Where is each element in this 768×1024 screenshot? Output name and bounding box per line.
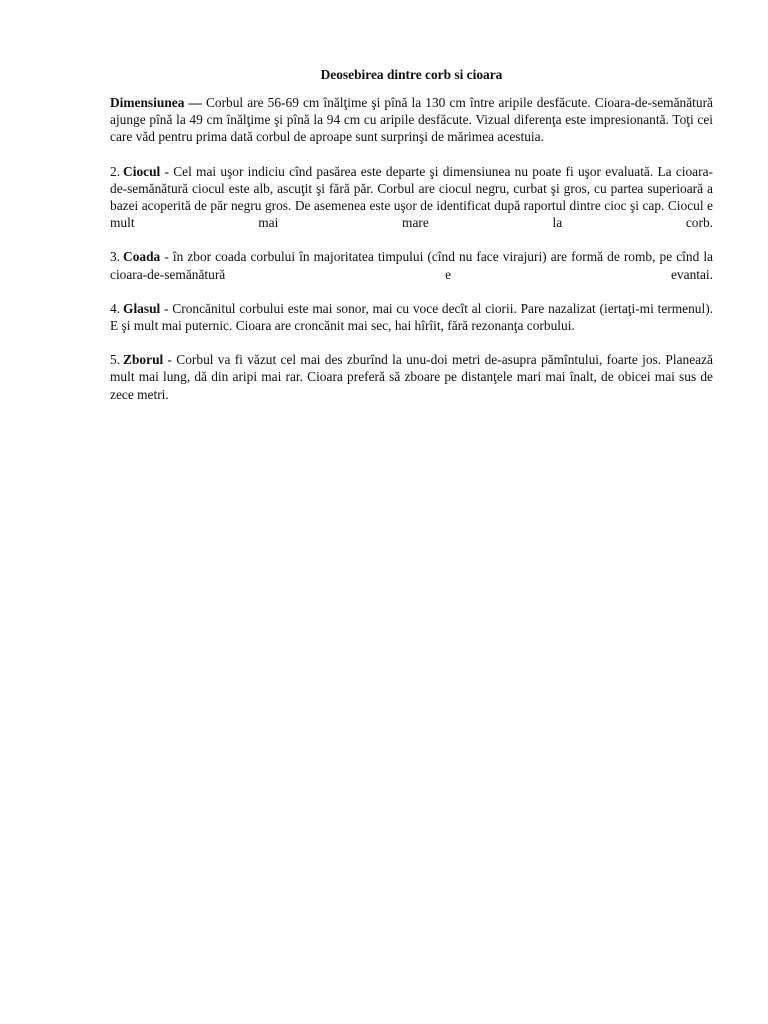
document-title: Deosebirea dintre corb si cioara — [320, 67, 503, 82]
section-term: Ciocul — [123, 163, 161, 179]
section-text: - Cel mai uşor indiciu cînd pasărea este departe şi dimensiunea nu poate fi uşor evaluată. La cioara-de-semănătură ciocul este alb, ascuţit şi fără păr. Corbul are ciocul negru, curbat şi gros, cu partea superioară a bazei acoperită de păr negru gros. De asemenea este uşor de identificat după raportul dintre cioc şi cap. Ciocul e mult mai mare la corb. — [110, 163, 713, 231]
section-number: 2. — [110, 163, 121, 179]
section-number: 3. — [110, 249, 121, 265]
section-text: - Croncănitul corbului este mai sonor, mai cu voce decît al ciorii. Pare nazalizat (iertaţi-mi termenul). E şi mult mai puternic. Cioara are croncănit mai sec, hai hîrîit, fără rezonanţa corbului. — [110, 300, 713, 334]
section-term: Dimensiunea — — [110, 95, 202, 110]
section-text: - în zbor coada corbului în majoritatea timpului (cînd nu face virajuri) are formă de romb, pe cînd la cioara-de-semănătură e evantai. — [110, 249, 713, 282]
section-term: Glasul — [123, 300, 161, 316]
section-dimensiunea — [110, 94, 713, 146]
section-number: 4. — [110, 300, 121, 316]
section-glasul — [110, 300, 713, 334]
section-coada — [110, 248, 713, 282]
section-ciocul — [110, 163, 713, 232]
document-page — [110, 66, 713, 420]
section-text: - Corbul va fi văzut cel mai des zburînd la unu-doi metri de-asupra pămîntului, foarte jos. Planează mult mai lung, dă din aripi mai rar. Cioara preferă să zboare pe distanţele mari mai înalt, de obicei mai sus de zece metri. — [110, 352, 713, 402]
section-text: Corbul are 56-69 cm înălţime şi pînă la 130 cm între aripile desfăcute. Cioara-de-semănătură ajunge pînă la 49 cm înălţime şi pînă la 94 cm cu aripile desfăcute. Vizual diferenţa este impresionantă. Toţi cei care văd pentru prima dată corbul de aproape sunt surprinşi de mărimea acestuia. — [110, 95, 713, 145]
section-number: 5. — [110, 352, 121, 368]
section-zborul — [110, 351, 713, 403]
section-term: Coada — [123, 249, 161, 265]
section-term: Zborul — [123, 352, 164, 368]
